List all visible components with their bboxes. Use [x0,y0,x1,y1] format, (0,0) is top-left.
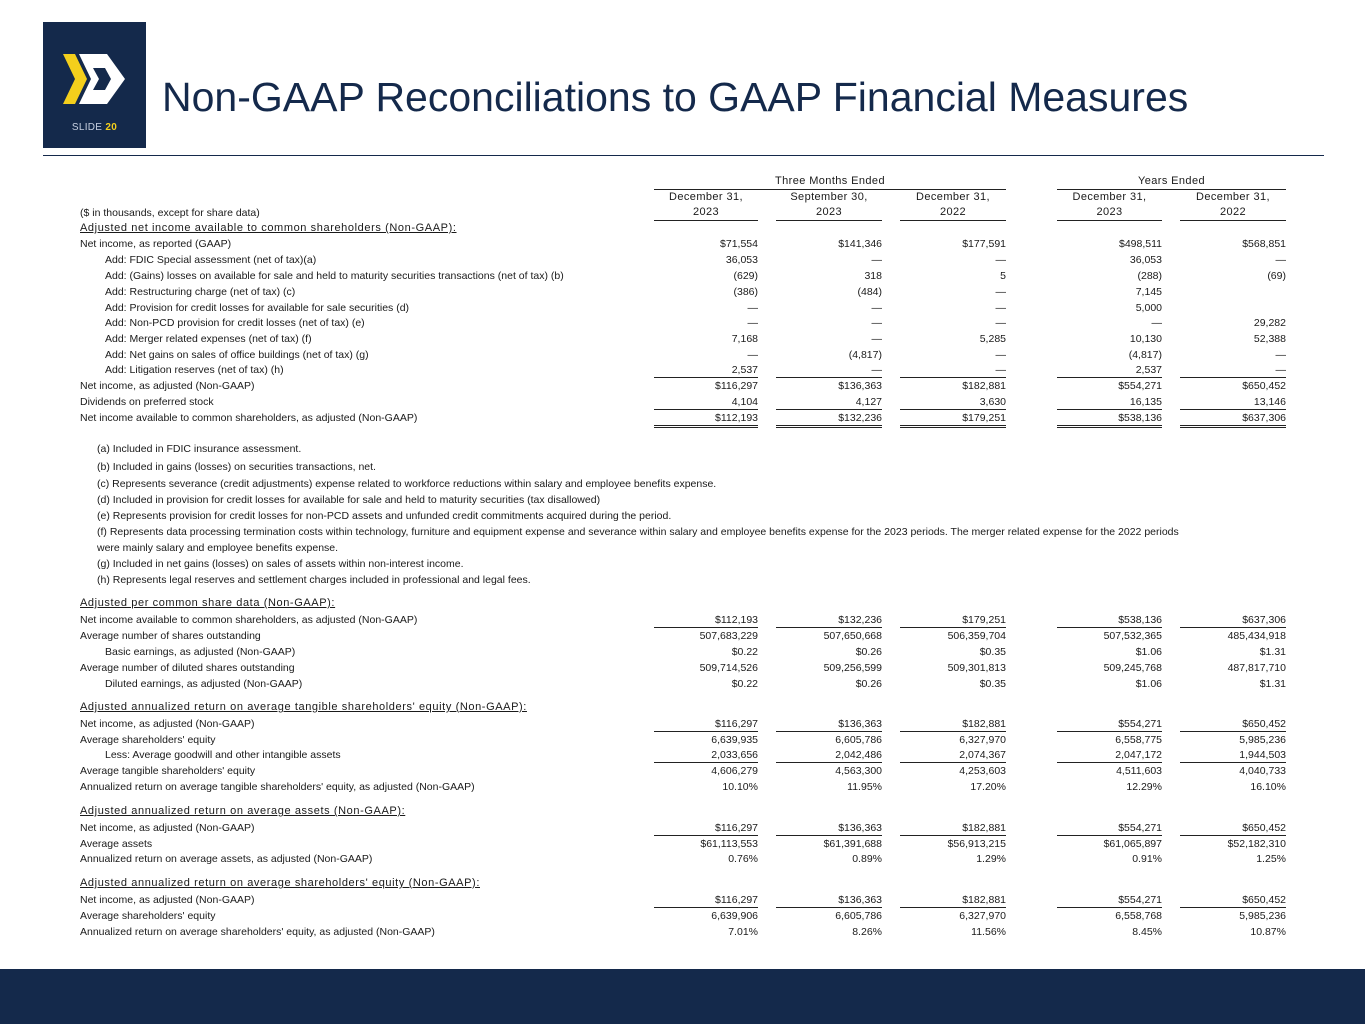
cell: 6,558,775 [1115,734,1162,746]
cell: $182,881 [962,380,1006,392]
cell: 1.25% [1256,853,1286,865]
cell: 0.89% [852,853,882,865]
table-row [0,661,1365,675]
table-row [0,237,1365,251]
cell: $112,193 [654,411,758,428]
row-label: Average shareholders' equity [80,910,216,922]
table-row [0,764,1365,778]
table-row [0,677,1365,691]
table-row [0,909,1365,923]
row-label: Add: FDIC Special assessment (net of tax)(a) [105,254,317,266]
page-title: Non-GAAP Reconciliations to GAAP Financial Measures [162,74,1189,120]
cell: $0.26 [855,678,882,690]
row-label: Less: Average goodwill and other intangible assets [105,749,341,761]
cell: 17.20% [970,781,1006,793]
cell: 6,639,935 [711,734,758,746]
row-label: Average shareholders' equity [80,734,216,746]
header-group-years: Years Ended [1057,174,1286,190]
cell: $0.35 [979,646,1006,658]
row-label: Net income, as adjusted (Non-GAAP) [80,380,255,392]
cell: $132,236 [776,411,882,428]
table-row [0,285,1365,299]
cell: 6,327,970 [959,910,1006,922]
cell: 2,074,367 [900,748,1006,763]
row-label: Basic earnings, as adjusted (Non-GAAP) [105,646,296,658]
cell: $1.31 [1259,646,1286,658]
table-row [0,613,1365,627]
row-label: Add: Non-PCD provision for credit losses (net of tax) (e) [105,317,365,329]
table-row [0,780,1365,794]
cell: — [1275,349,1286,361]
cell: — [871,302,882,314]
cell: — [995,302,1006,314]
section-title-roa: Adjusted annualized return on average assets (Non-GAAP): [80,805,406,817]
cell: $56,913,215 [947,838,1006,850]
cell: $177,591 [962,238,1006,250]
cell: 3,630 [900,395,1006,410]
cell: $538,136 [1057,613,1162,628]
cell [1180,301,1286,315]
column-header: December 31, 2022 [900,190,1006,221]
cell: 2,042,486 [776,748,882,763]
cell: 4,511,603 [1116,765,1162,777]
cell: $637,306 [1180,613,1286,628]
cell: $1.06 [1135,646,1162,658]
cell: 7,145 [1135,286,1162,298]
row-label: Net income, as adjusted (Non-GAAP) [80,822,255,834]
cell: — [747,317,758,329]
row-label: Average tangible shareholders' equity [80,765,256,777]
row-label: Annualized return on average shareholders' equity, as adjusted (Non-GAAP) [80,926,435,938]
cell: $179,251 [900,411,1006,428]
table-row [0,269,1365,283]
cell [1180,285,1286,299]
footer-bar [0,969,1365,1024]
cell: $52,182,310 [1227,838,1286,850]
table-row [0,852,1365,866]
cell: 36,053 [725,254,758,266]
cell: 10.10% [722,781,758,793]
cell: (4,817) [848,349,882,361]
cell: $554,271 [1057,821,1162,836]
table-row [0,821,1365,835]
cell: $0.22 [731,646,758,658]
cell: 36,053 [1129,254,1162,266]
cell: $61,391,688 [823,838,882,850]
row-label: Average number of diluted shares outstanding [80,662,295,674]
cell: 16,135 [1057,395,1162,410]
table-row [0,395,1365,409]
title-divider [43,155,1324,156]
cell: 4,563,300 [835,765,882,777]
cell: 11.95% [847,781,882,793]
cell: 509,256,599 [823,662,882,674]
cell: $136,363 [776,821,882,836]
cell: 4,104 [654,395,758,410]
cell: 487,817,710 [1227,662,1286,674]
cell: — [871,333,882,345]
cell: — [995,349,1006,361]
cell: $182,881 [900,821,1006,836]
cell: 10,130 [1129,333,1162,345]
cell: $182,881 [900,893,1006,908]
table-row [0,717,1365,731]
column-header: September 30, 2023 [776,190,882,221]
cell: 6,639,906 [711,910,758,922]
cell: 2,537 [654,363,758,378]
footnote: (g) Included in net gains (losses) on sales of assets within non-interest income. [97,558,464,570]
table-row [0,925,1365,939]
cell: 507,683,229 [699,630,758,642]
cell: $136,363 [838,380,882,392]
cell: 6,558,768 [1115,910,1162,922]
cell: $116,297 [714,380,758,392]
cell: 8.45% [1132,926,1162,938]
row-label: Annualized return on average assets, as adjusted (Non-GAAP) [80,853,373,865]
cell: 13,146 [1180,395,1286,410]
cell: — [1180,363,1286,378]
cell: — [995,317,1006,329]
cell: 0.91% [1132,853,1162,865]
row-label: Net income available to common shareholders, as adjusted (Non-GAAP) [80,412,418,424]
cell: 509,714,526 [699,662,758,674]
footnote: (e) Represents provision for credit losses for non-PCD assets and unfunded credit commitments acquired during the period. [97,510,672,522]
cell: — [1151,317,1162,329]
row-label: Add: Provision for credit losses for available for sale securities (d) [105,302,410,314]
cell: $1.06 [1135,678,1162,690]
cell: (69) [1267,270,1286,282]
cell: 52,388 [1253,333,1286,345]
table-row [0,348,1365,362]
cell: 507,650,668 [823,630,882,642]
cell: 4,040,733 [1239,765,1286,777]
cell: $0.35 [979,678,1006,690]
table-row [0,733,1365,747]
cell: (386) [733,286,758,298]
cell: $0.22 [731,678,758,690]
cell: (288) [1137,270,1162,282]
cell: 5,000 [1135,302,1162,314]
cell: 29,282 [1253,317,1286,329]
cell: $650,452 [1180,893,1286,908]
cell: 485,434,918 [1227,630,1286,642]
cell: (484) [857,286,882,298]
cell: $116,297 [654,717,758,732]
row-label: Net income, as reported (GAAP) [80,238,232,250]
cell: — [871,317,882,329]
cell: 5 [1000,270,1006,282]
row-label: Net income, as adjusted (Non-GAAP) [80,894,255,906]
row-label: Average number of shares outstanding [80,630,261,642]
slide-number-label: SLIDE 20 [71,122,118,133]
cell: 5,985,236 [1239,734,1286,746]
cell: — [995,254,1006,266]
cell: 506,359,704 [947,630,1006,642]
cell: 6,605,786 [835,734,882,746]
column-header: December 31, 2023 [1057,190,1162,221]
cell: $637,306 [1180,411,1286,428]
row-label: Annualized return on average tangible shareholders' equity, as adjusted (Non-GAAP) [80,781,475,793]
table-row [0,837,1365,851]
cell: — [900,363,1006,378]
footnote: (b) Included in gains (losses) on securities transactions, net. [97,461,376,473]
cell: 5,285 [979,333,1006,345]
cell: 509,301,813 [947,662,1006,674]
cell: $179,251 [900,613,1006,628]
cell: — [995,286,1006,298]
footnote: (a) Included in FDIC insurance assessment. [97,443,302,455]
company-logo [43,22,146,148]
cell: 11.56% [971,926,1006,938]
cell: 6,605,786 [835,910,882,922]
column-header: December 31, 2023 [654,190,758,221]
units-note-row [0,206,1365,220]
cell: 10.87% [1250,926,1286,938]
section-title-net-income: Adjusted net income available to common shareholders (Non-GAAP): [80,222,457,234]
cell: — [1275,254,1286,266]
cell: $498,511 [1118,238,1162,250]
table-row [0,411,1365,425]
row-label: Net income available to common shareholders, as adjusted (Non-GAAP) [80,614,418,626]
cell: $568,851 [1242,238,1286,250]
cell: $554,271 [1118,380,1162,392]
row-label: Add: Net gains on sales of office buildings (net of tax) (g) [105,349,369,361]
cell: $1.31 [1259,678,1286,690]
cell: 4,606,279 [711,765,758,777]
section-title-roe: Adjusted annualized return on average shareholders' equity (Non-GAAP): [80,877,480,889]
footnote: (f) Represents data processing termination costs within technology, furniture and equipment expense and severance within salary and employee benefits expense for the 2023 periods. The merger related expense for the 2022 periods [97,526,1179,538]
cell: $650,452 [1242,380,1286,392]
footnote: (h) Represents legal reserves and settlement charges included in professional and legal fees. [97,574,531,586]
cell: $182,881 [900,717,1006,732]
slide-number: 20 [105,122,118,133]
chevron-logo-icon [63,50,129,108]
table-row [0,629,1365,643]
row-label: Diluted earnings, as adjusted (Non-GAAP) [105,678,303,690]
row-label: Add: Litigation reserves (net of tax) (h) [105,364,284,376]
cell: $650,452 [1180,717,1286,732]
cell: $0.26 [855,646,882,658]
cell: — [776,363,882,378]
section-title-per-share: Adjusted per common share data (Non-GAAP): [80,597,336,609]
cell: 509,245,768 [1103,662,1162,674]
cell: $650,452 [1180,821,1286,836]
table-row [0,363,1365,377]
cell: 1.29% [976,853,1006,865]
cell: (4,817) [1128,349,1162,361]
table-row [0,301,1365,315]
cell: $136,363 [776,717,882,732]
footnote: (c) Represents severance (credit adjustments) expense related to workforce reductions within salary and employee benefits expense. [97,478,717,490]
cell: $116,297 [654,821,758,836]
units-note: ($ in thousands, except for share data) [80,207,260,219]
footnote: were mainly salary and employee benefits expense. [97,542,339,554]
table-row [0,379,1365,393]
cell: $116,297 [654,893,758,908]
table-row [0,332,1365,346]
table-row [0,316,1365,330]
section-title-rotce: Adjusted annualized return on average tangible shareholders' equity (Non-GAAP): [80,701,527,713]
cell: 2,033,656 [654,748,758,763]
cell: — [871,254,882,266]
cell: 4,127 [776,395,882,410]
cell: 2,047,172 [1057,748,1162,763]
cell: $554,271 [1057,893,1162,908]
row-label: Dividends on preferred stock [80,396,214,408]
table-row [0,893,1365,907]
column-header: December 31, 2022 [1180,190,1286,221]
cell: 6,327,970 [959,734,1006,746]
cell: $141,346 [838,238,882,250]
cell: 507,532,365 [1103,630,1162,642]
row-label: Add: Merger related expenses (net of tax) (f) [105,333,312,345]
cell: $61,065,897 [1103,838,1162,850]
cell: 318 [864,270,882,282]
cell: 4,253,603 [959,765,1006,777]
cell: — [747,302,758,314]
cell: 7,168 [731,333,758,345]
cell: 5,985,236 [1239,910,1286,922]
cell: $136,363 [776,893,882,908]
cell: $112,193 [654,613,758,628]
row-label: Add: Restructuring charge (net of tax) (c) [105,286,296,298]
cell: $132,236 [776,613,882,628]
cell: $71,554 [720,238,758,250]
cell: 12.29% [1126,781,1162,793]
header-group-three-months: Three Months Ended [654,174,1006,190]
cell: 1,944,503 [1180,748,1286,763]
row-label: Average assets [80,838,153,850]
cell: 7.01% [728,926,758,938]
cell: $61,113,553 [700,838,758,850]
cell: $554,271 [1057,717,1162,732]
cell: — [747,349,758,361]
cell: 8.26% [852,926,882,938]
cell: (629) [733,270,758,282]
row-label: Add: (Gains) losses on available for sale and held to maturity securities transactions (net of tax) (b) [105,270,564,282]
table-row [0,253,1365,267]
table-row [0,645,1365,659]
row-label: Net income, as adjusted (Non-GAAP) [80,718,255,730]
cell: 16.10% [1250,781,1286,793]
cell: 0.76% [728,853,758,865]
footnote: (d) Included in provision for credit losses for available for sale and held to maturity securities (tax disallowed) [97,494,601,506]
cell: $538,136 [1057,411,1162,428]
table-row [0,748,1365,762]
cell: 2,537 [1057,363,1162,378]
